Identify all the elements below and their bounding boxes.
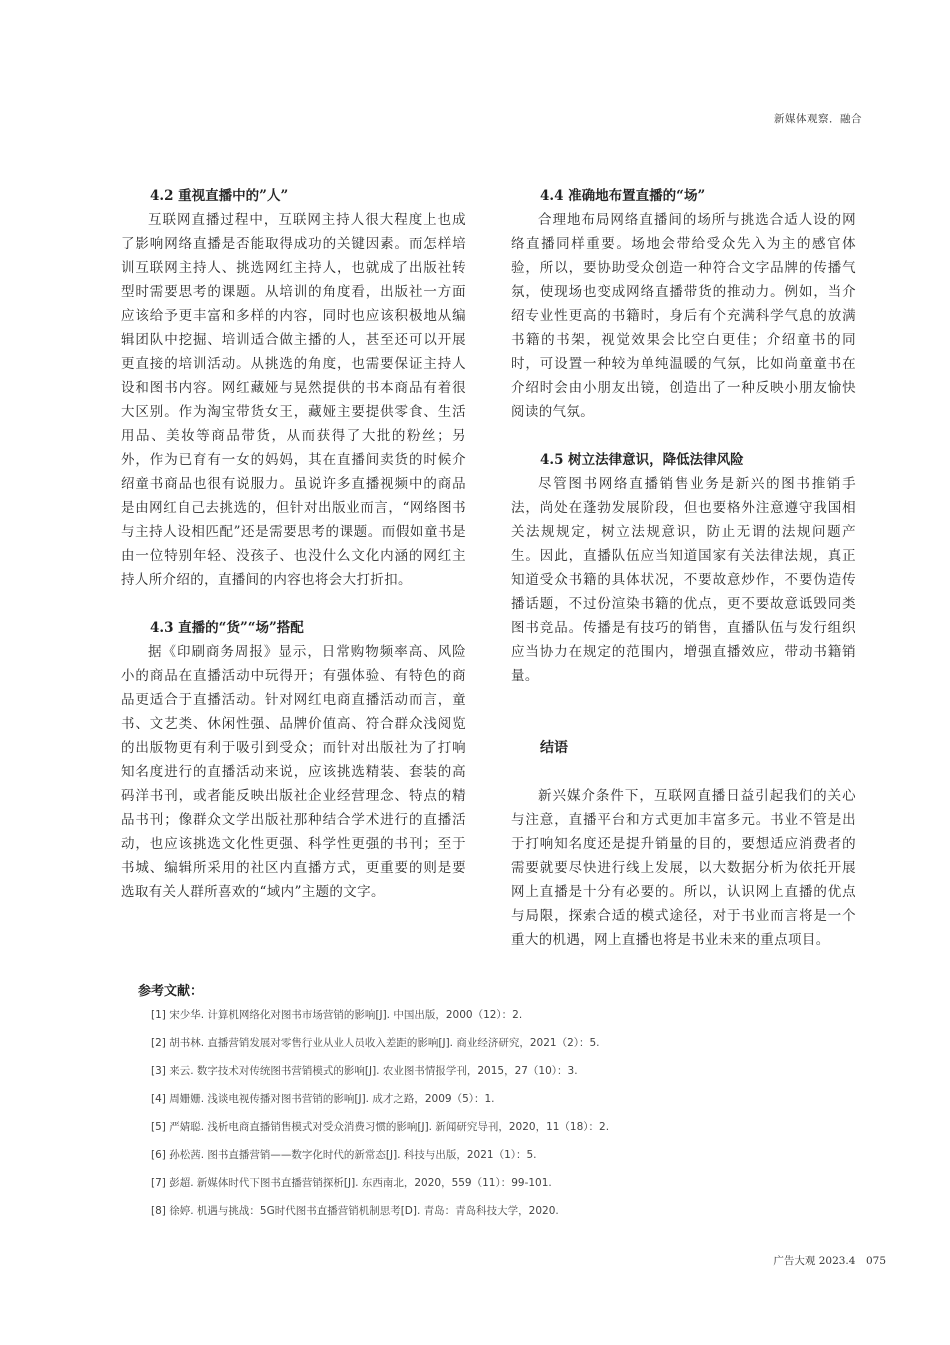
reference-item: [6] 孙松茜. 图书直播营销——数字化时代的新常态[J]. 科技与出版，2021（1）：5. — [151, 1149, 537, 1161]
running-header: 新媒体观察．融合 — [774, 113, 862, 125]
section-4-5-body: 尽管图书网络直播销售业务是新兴的图书推销手法，尚处在蓬勃发展阶段，但也要格外注意遵守我国相关法规规定，树立法规意识，防止无谓的法规问题产生。因此，直播队伍应当知道国家有关法律法规，真正知道受众书籍的具体状况，不要故意炒作，不要伪造传播话题，不过份渲染书籍的优点，更不要故意诋毁同类图书竞品。传播是有技巧的销售，直播队伍与发行组织应当协力在规定的范围内，增强直播效应，带动书籍销量。 — [511, 476, 856, 684]
left-column — [121, 184, 466, 904]
section-4-2-body: 互联网直播过程中，互联网主持人很大程度上也成了影响网络直播是否能取得成功的关键因素。而怎样培训互联网主持人、挑选网红主持人，也就成了出版社转型时需要思考的课题。从培训的角度看，出版社一方面应该给予更丰富和多样的内容，同时也应该积极地从编辑团队中挖掘、培训适合做主播的人，甚至还可以开展更直接的培训活动。从挑选的角度，也需要保证主持人设和图书内容。网红藏娅与晃然提供的书本商品有着很大区别。作为淘宝带货女王，藏娅主要提供零食、生活用品、美妆等商品带货，从而获得了大批的粉丝；另外，作为已育有一女的妈妈，其在直播间卖货的时候介绍童书商品也很有说服力。虽说许多直播视频中的商品是由网红自己去挑选的，但针对出版业而言，“网络图书与主持人设相匹配”还是需要思考的课题。而假如童书是由一位特别年轻、没孩子、也没什么文化内涵的网红主持人所介绍的，直播间的内容也将会大打折扣。 — [121, 212, 466, 588]
reference-item: [2] 胡书林. 直播营销发展对零售行业从业人员收入差距的影响[J]. 商业经济研究，2021（2）：5. — [151, 1037, 600, 1049]
section-4-3-body: 据《印刷商务周报》显示，日常购物频率高、风险小的商品在直播活动中玩得开；有强体验、有特色的商品更适合于直播活动。针对网红电商直播活动而言，童书、文艺类、休闲性强、品牌价值高、符合群众浅阅览的出版物更有利于吸引到受众；而针对出版社为了打响知名度进行的直播活动来说，应该挑选精装、套装的高码洋书刊，或者能反映出版社企业经营理念、特点的精品书刊；像群众文学出版社那种结合学术进行的直播活动，也应该挑选文化性更强、科学性更强的书刊；至于书城、编辑所采用的社区内直播方式，更重要的则是要选取有关人群所喜欢的“域内”主题的文字。 — [121, 644, 466, 900]
conclusion-heading: 结语 — [540, 740, 568, 756]
references-section — [138, 980, 858, 1232]
reference-item: [4] 周姗姗. 浅谈电视传播对图书营销的影响[J]. 成才之路，2009（5）：1. — [151, 1093, 495, 1105]
section-4-4-body: 合理地布局网络直播间的场所与挑选合适人设的网络直播同样重要。场地会带给受众先入为主的感官体验，所以，要协助受众创造一种符合文字品牌的传播气氛，使现场也变成网络直播带货的推动力。例如，当介绍专业性更高的书籍时，身后有个充满科学气息的放满书籍的书架，视觉效果会比空白更佳；介绍童书的同时，可设置一种较为单纯温暖的气氛，比如尚童童书在介绍时会由小朋友出镜，创造出了一种反映小朋友愉快阅读的气氛。 — [511, 212, 856, 420]
section-4-4-heading: 4.4 准确地布置直播的“场” — [540, 188, 706, 204]
reference-item: [1] 宋少华. 计算机网络化对图书市场营销的影响[J]. 中国出版，2000（12）：2. — [151, 1009, 523, 1021]
right-column — [511, 184, 856, 952]
section-4-5-heading: 4.5 树立法律意识，降低法律风险 — [540, 452, 744, 468]
section-4-2-heading: 4.2 重视直播中的”人” — [150, 188, 289, 204]
reference-item: [7] 彭超. 新媒体时代下图书直播营销探析[J]. 东西南北，2020，559（11）：99-101. — [151, 1177, 552, 1189]
reference-item: [3] 来云. 数字技术对传统图书营销模式的影响[J]. 农业图书情报学刊，2015，27（10）：3. — [151, 1065, 578, 1077]
references-title: 参考文献： — [138, 984, 204, 999]
reference-item: [5] 严婧聪. 浅析电商直播销售模式对受众消费习惯的影响[J]. 新闻研究导刊，2020，11（18）：2. — [151, 1121, 610, 1133]
page-footer: 广告大观 2023.4 075 — [773, 1255, 886, 1267]
conclusion-body: 新兴媒介条件下，互联网直播日益引起我们的关心与注意，直播平台和方式更加丰富多元。书业不管是出于打响知名度还是提升销量的目的，要想适应消费者的需要就要尽快进行线上发展，以大数据分析为依托开展网上直播是十分有必要的。所以，认识网上直播的优点与局限，探索合适的模式途径，对于书业而言将是一个重大的机遇，网上直播也将是书业未来的重点项目。 — [511, 788, 856, 948]
section-4-3-heading: 4.3 直播的“货”“场”搭配 — [150, 620, 304, 636]
reference-item: [8] 徐婷. 机遇与挑战：5G时代图书直播营销机制思考[D]. 青岛：青岛科技大学，2020. — [151, 1205, 559, 1217]
